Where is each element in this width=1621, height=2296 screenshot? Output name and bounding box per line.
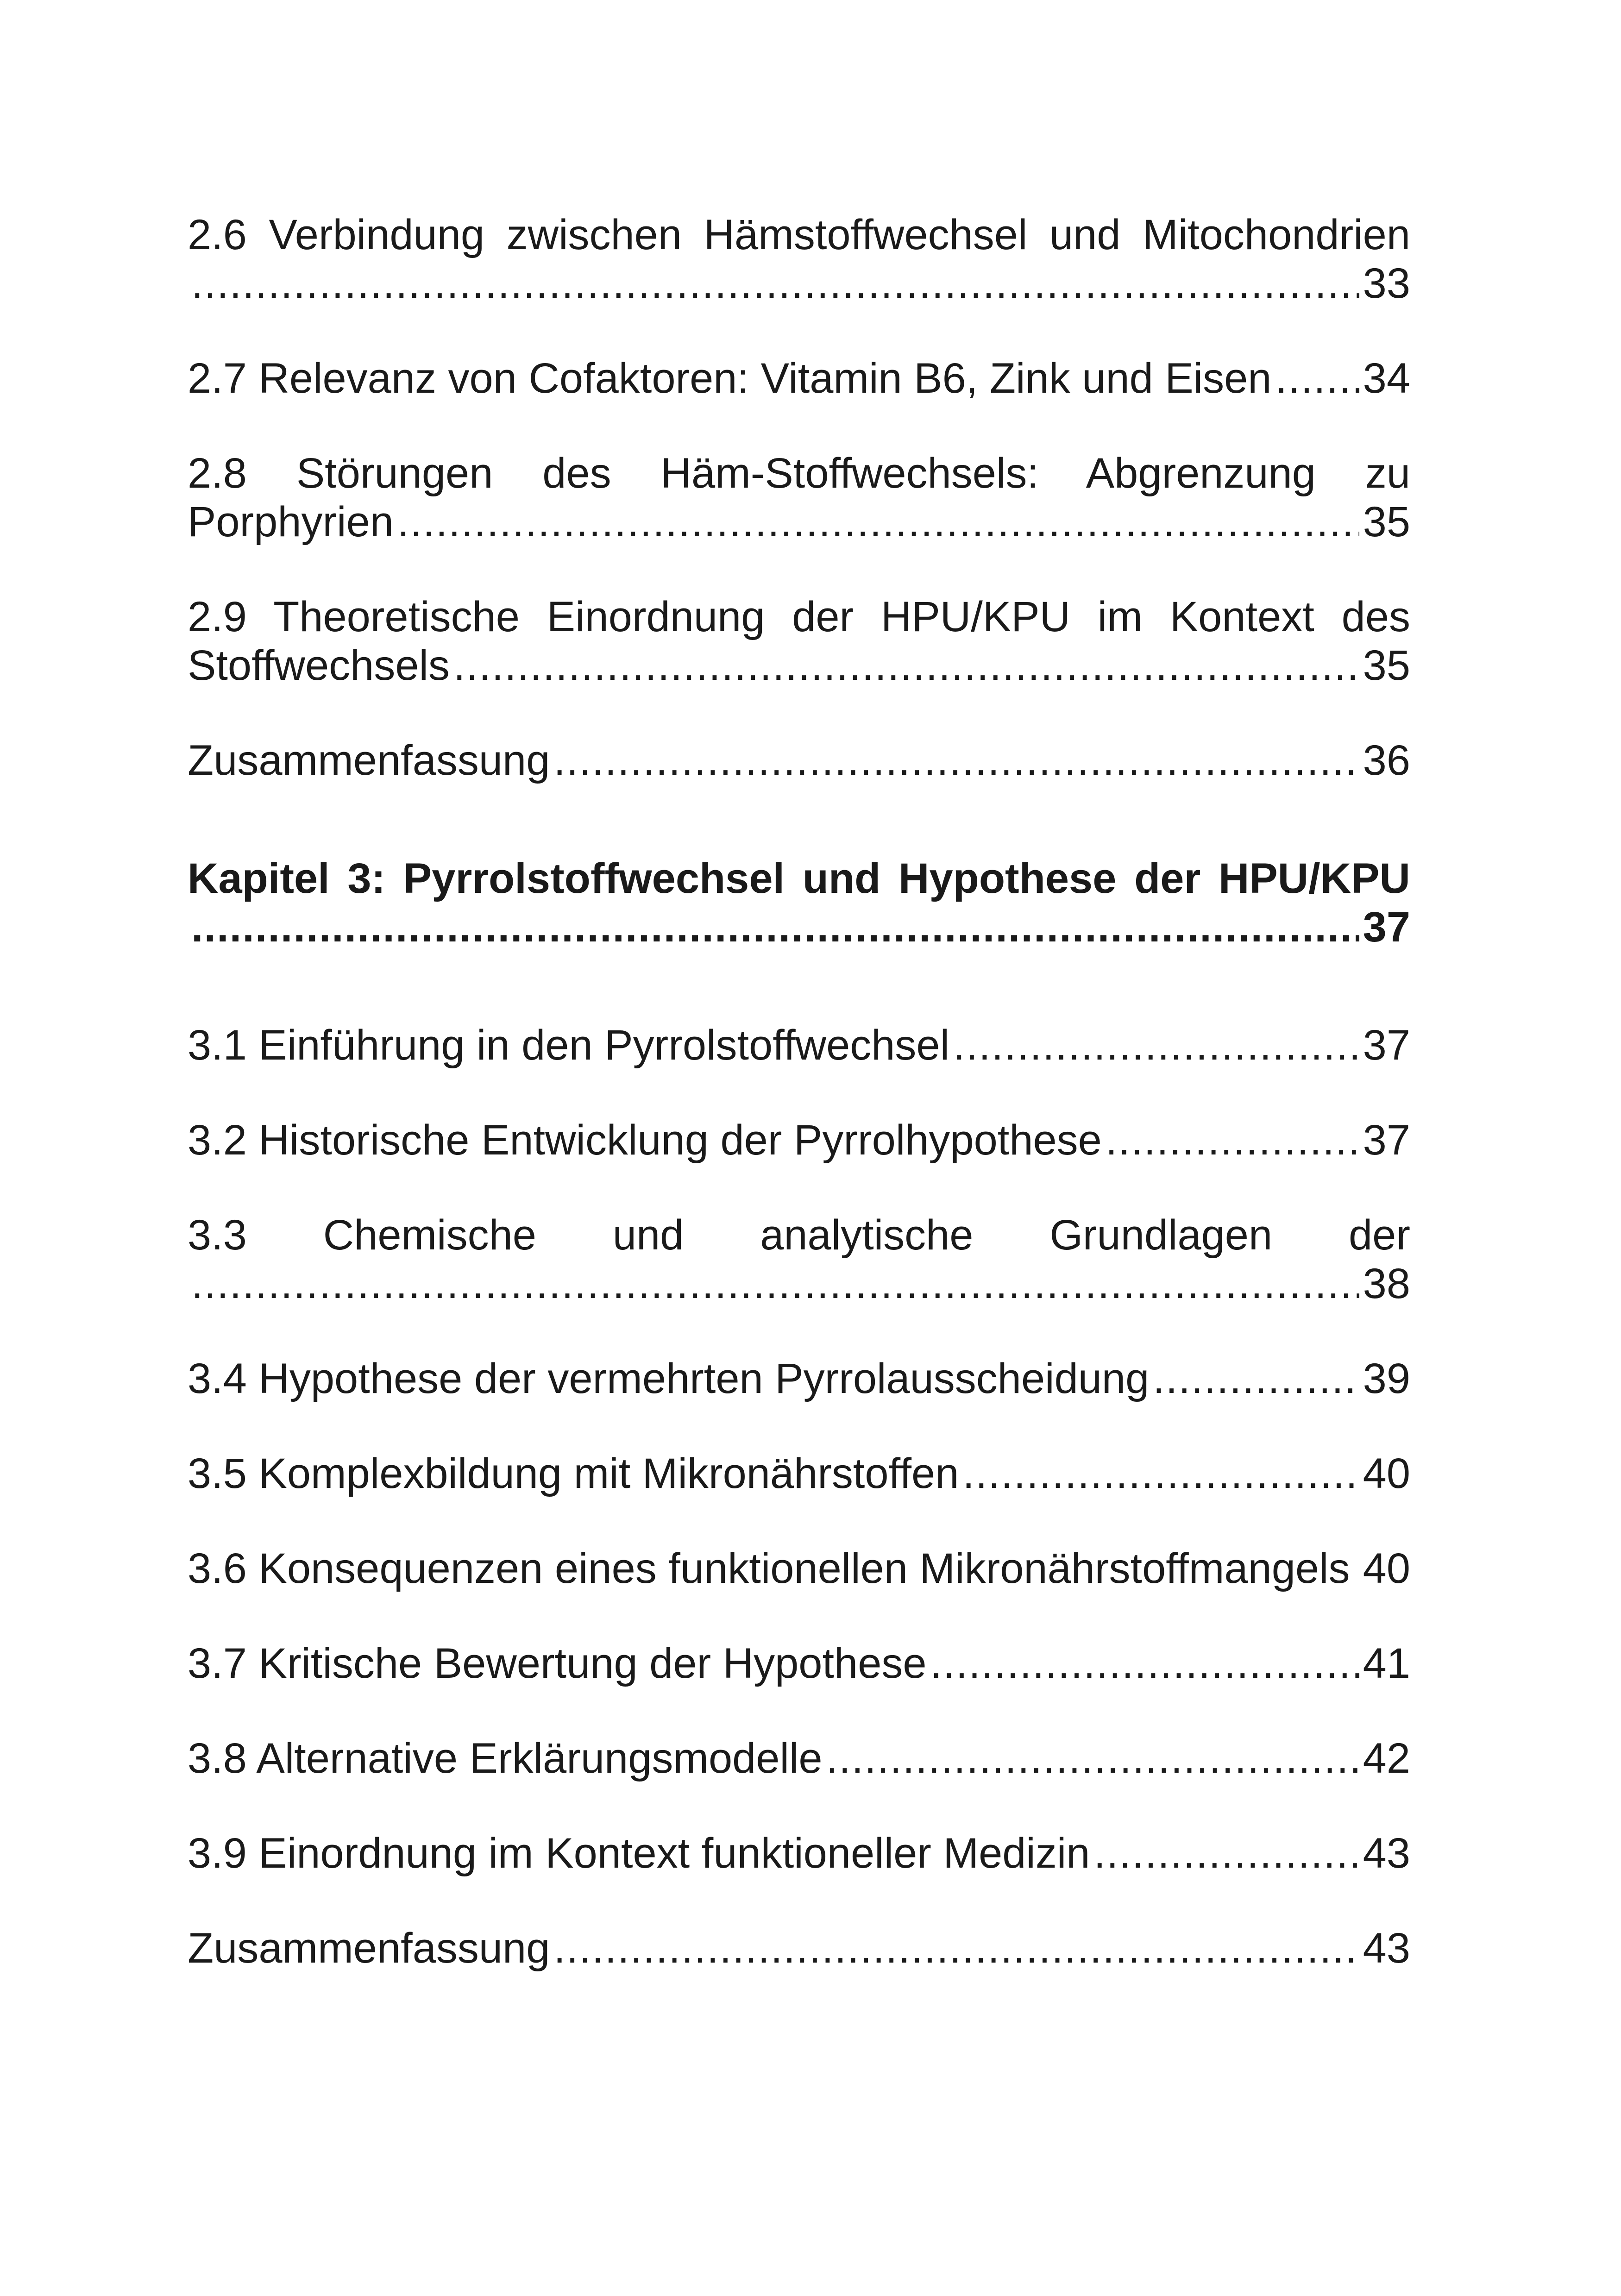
toc-entry-title: 2.8 Störungen des Häm-Stoffwechsels: Abgrenzung zu <box>188 450 1410 497</box>
toc-page-number: 34 <box>1363 355 1410 402</box>
table-of-contents <box>188 211 1410 2019</box>
toc-page-number: 38 <box>1363 1260 1410 1307</box>
dot-leader <box>453 641 1359 690</box>
dot-leader <box>397 498 1359 546</box>
toc-entry-title: Zusammenfassung <box>188 1925 550 1972</box>
dot-leader <box>553 1924 1359 1973</box>
toc-page-number: 35 <box>1363 498 1410 546</box>
dot-leader <box>1153 1355 1359 1403</box>
toc-entry-3-3[interactable] <box>188 1211 1410 1308</box>
dot-leader <box>191 1260 1359 1308</box>
toc-entry-3-9[interactable] <box>188 1829 1410 1878</box>
toc-entry-title: 3.4 Hypothese der vermehrten Pyrrolausscheidung <box>188 1355 1150 1402</box>
toc-page-number: 43 <box>1363 1830 1410 1877</box>
toc-chapter-title: Kapitel 3: Pyrrolstoffwechsel und Hypothese der HPU/KPU <box>188 855 1410 902</box>
toc-entry-3-7[interactable] <box>188 1639 1410 1688</box>
toc-entry-title: 3.3 Chemische und analytische Grundlagen der <box>188 1211 1410 1259</box>
toc-entry-title: 2.7 Relevanz von Cofaktoren: Vitamin B6, Zink und Eisen <box>188 355 1272 402</box>
toc-entry-title: 3.1 Einführung in den Pyrrolstoffwechsel <box>188 1022 950 1069</box>
toc-entry-2-8[interactable] <box>188 449 1410 546</box>
toc-entry-3-4[interactable] <box>188 1355 1410 1403</box>
dot-leader <box>953 1021 1359 1070</box>
toc-page-number: 41 <box>1363 1640 1410 1687</box>
toc-page-number: 33 <box>1363 260 1410 307</box>
toc-entry-2-7[interactable] <box>188 354 1410 403</box>
toc-page-number: 40 <box>1363 1450 1410 1497</box>
toc-entry-title: 3.2 Historische Entwicklung der Pyrrolhypothese <box>188 1117 1102 1164</box>
toc-entry-2-9[interactable] <box>188 593 1410 690</box>
dot-leader <box>826 1734 1359 1783</box>
toc-entry-title: 3.6 Konsequenzen eines funktionellen Mikronährstoffmangels <box>188 1545 1350 1592</box>
toc-page-number: 39 <box>1363 1355 1410 1402</box>
toc-entry-summary-ch2[interactable] <box>188 736 1410 785</box>
toc-page-number: 43 <box>1363 1925 1410 1972</box>
toc-entry-title-continued: Stoffwechsels <box>188 642 450 689</box>
toc-entry-3-2[interactable] <box>188 1116 1410 1165</box>
toc-entry-title: 2.9 Theoretische Einordnung der HPU/KPU im Kontext des <box>188 593 1410 640</box>
toc-page-number: 40 <box>1363 1545 1410 1592</box>
toc-entry-title: 3.9 Einordnung im Kontext funktioneller Medizin <box>188 1830 1090 1877</box>
dot-leader <box>1106 1116 1359 1165</box>
toc-entry-3-6[interactable] <box>188 1544 1410 1593</box>
toc-entry-chapter-3[interactable] <box>188 854 1410 952</box>
dot-leader <box>553 736 1359 785</box>
toc-entry-title: 3.8 Alternative Erklärungsmodelle <box>188 1735 823 1782</box>
toc-entry-3-8[interactable] <box>188 1734 1410 1783</box>
toc-page-number: 37 <box>1363 903 1410 951</box>
toc-entry-summary-ch3[interactable] <box>188 1924 1410 1973</box>
toc-entry-2-6[interactable] <box>188 211 1410 308</box>
toc-entry-3-5[interactable] <box>188 1449 1410 1498</box>
dot-leader <box>1093 1829 1359 1878</box>
dot-leader <box>1275 354 1359 403</box>
toc-entry-title: 3.7 Kritische Bewertung der Hypothese <box>188 1640 927 1687</box>
dot-leader <box>191 259 1359 308</box>
toc-entry-title: 3.5 Komplexbildung mit Mikronährstoffen <box>188 1450 959 1497</box>
toc-entry-title-continued: Porphyrien <box>188 498 394 546</box>
dot-leader <box>930 1639 1359 1688</box>
toc-entry-3-1[interactable] <box>188 1021 1410 1070</box>
dot-leader <box>962 1449 1359 1498</box>
toc-entry-title: Zusammenfassung <box>188 737 550 784</box>
toc-page-number: 37 <box>1363 1022 1410 1069</box>
toc-entry-title: 2.6 Verbindung zwischen Hämstoffwechsel und Mitochondrien <box>188 211 1410 258</box>
toc-page-number: 37 <box>1363 1117 1410 1164</box>
dot-leader <box>191 903 1359 952</box>
toc-page-number: 36 <box>1363 737 1410 784</box>
toc-page-number: 42 <box>1363 1735 1410 1782</box>
toc-page-number: 35 <box>1363 642 1410 689</box>
